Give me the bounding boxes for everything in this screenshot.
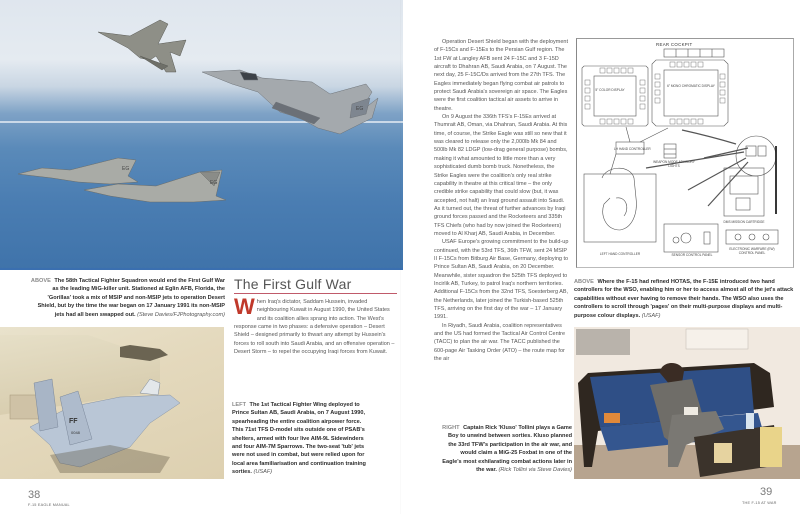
caption-right xyxy=(440,424,572,474)
f15d-illustration xyxy=(0,327,224,479)
intro-text: hen Iraq's dictator, Saddam Hussein, invaded neighbouring Kuwait in August 1990, the United States and its coalition allies sprang into action. The West's response came in two phases: a defensive operation – Desert Shield – designed primarily to thwart any attempt by Hussein's forces to roll south into Saudi Arabia, and an offensive operation – Desert Storm – to repel the occupying Iraqi forces from Kuwait. xyxy=(234,299,395,356)
caption-text: The 58th Tactical Fighter Squadron would end the First Gulf War as the leading MiG-killer unit. Stationed at Eglin AFB, Florida, the 'Gorillas' took a mix of MSIP and non-MSIP jets to operation Desert Shield, but by the time the war began on 17 January 1991 its non-MSIP jets had all been swapped out. xyxy=(37,278,225,318)
caption-text: Captain Rick 'Kluso' Tollini plays a Game Boy to unwind between sorties. Kluso planned the 33rd TFW's participation in the air war, and would claim a MiG-25 Foxbat in one of the Eagle's most exhilarating combat actions later in the war. xyxy=(442,425,572,474)
diagram-label-hand-controller: LH HAND CONTROLLER xyxy=(614,147,651,151)
caption-lead: ABOVE xyxy=(30,278,51,284)
drop-cap: W xyxy=(234,294,255,319)
diagram-label-left-controller: LEFT HAND CONTROLLER xyxy=(599,252,641,256)
diagram-label-color-display: 5" COLOR DISPLAY xyxy=(595,88,625,92)
diagram-label-mono-display: 6" MONO CHROMATIC DISPLAY xyxy=(667,84,715,88)
article-intro xyxy=(234,294,396,356)
photo-credit: (USAF) xyxy=(253,469,273,476)
paragraph: On 9 August the 336th TFS's F-15Es arrived at Thumrait AB, Oman, via Dhahran, Saudi Arabia. At this time, of course, the Strike Eagle was still so new that it was cleared to release only the 2,000lb Mk 84 and 500lb Mk 82 LDGP (low-drag general purpose) bombs, making it what amounted to little more than a very sophisticated dumb bomb truck. Nonetheless, the Strike Eagles were the coalition's only real strike capability in theatre at this critical time – the only credible strike capability that could slow (but, it was accepted, not halt) an Iraqi ground assault into Saudi. As it turned out, the threat of further advances by Iraqi ground forces passed and the Rocketeers and 335th TFS Chiefs (who had by now joined the Rocketeers) moved to Al Kharj AB, Saudi Arabia, in December. xyxy=(434,114,568,237)
title-rule xyxy=(234,293,397,294)
svg-text:EG: EG xyxy=(210,180,218,186)
running-footer-left: F-15 EAGLE MANUAL xyxy=(28,503,70,507)
photo-credit: (Rick Tollini via Steve Davies) xyxy=(498,467,572,474)
cockpit-line-drawing xyxy=(576,38,794,268)
caption-lead: ABOVE xyxy=(574,279,594,285)
photo-bottom-rule xyxy=(0,268,403,270)
photo-credit: (USAF) xyxy=(641,312,661,319)
diagram-label-mission-cartridge: DMS MISSION CARTRIDGE xyxy=(723,220,765,224)
page-gutter xyxy=(400,0,401,514)
svg-text:EG: EG xyxy=(356,106,364,112)
svg-text:0048: 0048 xyxy=(71,430,80,435)
paragraph: In Riyadh, Saudi Arabia, coalition representatives and the US had formed the Tactical Air Control Centre (TACC) to plan the air war. The TACC published the 600-page Air Tasking Order (ATO) – the route map for the air xyxy=(434,322,566,363)
caption-text: Where the F-15 had refined HOTAS, the F-15E introduced two hand controllers for the WSO, enabling him or her to access almost all of the jet's attack capabilities without ever having to remove their hands. The WSO also uses the controllers to scroll through 'pages' on their multi-purpose displays and multi-purpose colour displays. xyxy=(574,279,794,319)
section-title: The First Gulf War xyxy=(234,276,352,292)
diagram-title: REAR COCKPIT xyxy=(656,42,693,47)
page-number-left: 38 xyxy=(28,489,41,501)
photo-f15-formation xyxy=(0,0,403,270)
photo-credit: (Steve Davies/FJPhotography.com) xyxy=(137,311,225,318)
article-body-column xyxy=(434,38,570,363)
diagram-label-advisory-lights: WEAPON MODE ADVISORY LIGHTS xyxy=(653,160,695,168)
caption-lead: RIGHT xyxy=(442,425,460,431)
photo-pilot-lounge xyxy=(574,327,800,479)
diagram-label-sensor-panel: SENSOR CONTROL PANEL xyxy=(671,253,713,257)
running-footer-right: THE F-15 AT WAR xyxy=(742,501,777,505)
caption-above-right xyxy=(574,278,796,320)
pilot-lounge-illustration xyxy=(574,327,800,479)
svg-text:EG: EG xyxy=(122,166,130,172)
caption-text: The 1st Tactical Fighter Wing deployed to Prince Sultan AB, Saudi Arabia, on 7 August 1990, spearheading the entire coalition airpower force. This 71st TFS D-model sits outside one of PSAB's shelters, armed with four live AIM-9L Sidewinders and four AIM-7M Sparrows. The two-seat 'tub' jets were not used in combat, but were relied upon for local area familiarisation and continuation training sorties. xyxy=(232,402,366,476)
paragraph: Operation Desert Shield began with the deployment of F-15Cs and F-15Es to the Persian Gulf region. The 1st FW at Langley AFB sent 24 F-15C and 3 F-15D aircraft to Dhahran AB, Saudi Arabia, on 7 August. The next day, 25 F-15C/Ds arrived from the 27th TFS. The Eagles immediately began flying combat air patrols to protect Saudi Arabia's sovereign air space. The Eagles were the first coalition tactical air assets to arrive in theatre. xyxy=(434,39,568,112)
caption-left xyxy=(232,401,370,477)
svg-text:FF: FF xyxy=(69,418,78,425)
caption-lead: LEFT xyxy=(232,402,246,408)
f15-jets-illustration xyxy=(0,0,403,270)
caption-above-left xyxy=(30,277,225,319)
diagram-label-ew-panel: ELECTRONIC WARFARE (EW) CONTROL PANEL xyxy=(729,247,775,255)
photo-f15d-shelter xyxy=(0,327,224,479)
paragraph: USAF Europe's growing commitment to the build-up continued, with the 53rd TFS, 36th TFW, sent 24 MSIP II F-15Cs from Bitburg Air Base, Germany, deploying to Prince Sultan AB, Saudi Arabia, on 20 December. Meanwhile, sister squadron the 525th TFS deployed to Incirlik AB, Turkey, to patrol Iraq's northern territories. Additional F-15Cs from the 32nd TFS, Soesterberg AB, the Netherlands, later joined the Turkish-based 525th TFS, arriving on the first day of the war – 17 January 1991. xyxy=(434,239,569,321)
page-number-right: 39 xyxy=(760,486,773,498)
